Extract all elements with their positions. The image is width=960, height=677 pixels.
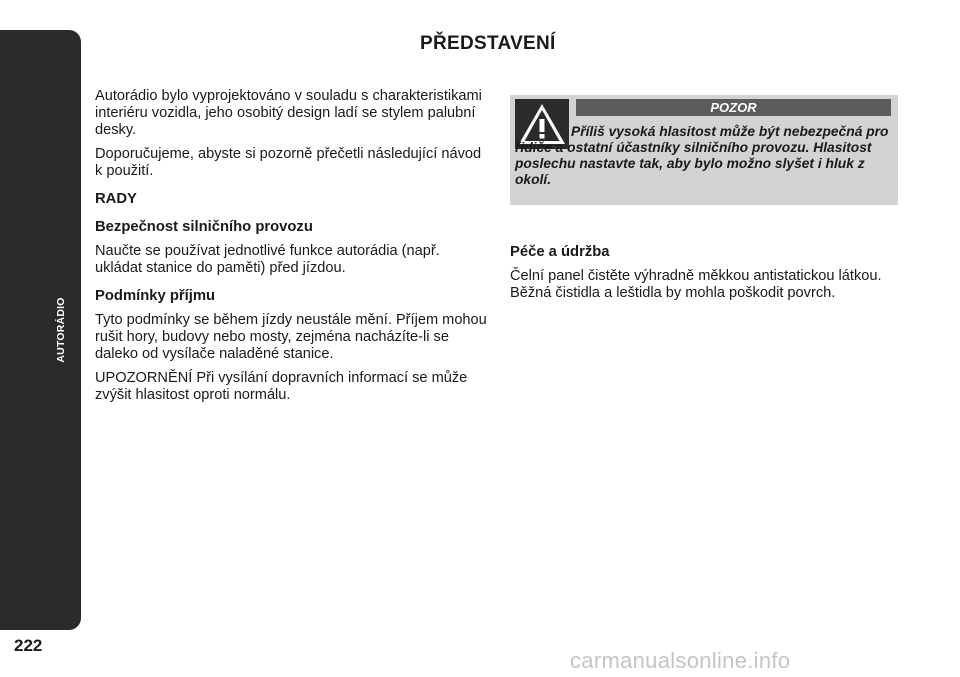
intro-paragraph-2: Doporučujeme, abyste si pozorně přečetli následující návod k použití. bbox=[95, 146, 482, 179]
warning-label: POZOR bbox=[576, 99, 891, 116]
page-number: 222 bbox=[14, 636, 43, 655]
side-tab bbox=[0, 30, 81, 630]
heading-road-safety: Bezpečnost silničního provozu bbox=[95, 219, 313, 235]
heading-reception: Podmínky příjmu bbox=[95, 288, 216, 304]
warning-text: Příliš vysoká hlasitost může být nebezpečná pro řidiče a ostatní účastníky silničního provozu. Hlasitost poslechu nastavte tak, aby bylo možno slyšet i hluk z okolí. bbox=[515, 124, 889, 187]
road-safety-text: Naučte se používat jednotlivé funkce autorádia (např. ukládat stanice do paměti) před jízdou. bbox=[95, 243, 440, 276]
warning-box bbox=[510, 95, 898, 205]
section-label: AUTORÁDIO bbox=[55, 297, 67, 363]
watermark: carmanualsonline.info bbox=[570, 648, 791, 673]
intro-paragraph-1: Autorádio bylo vyprojektováno v souladu s charakteristikami interiéru vozidla, jeho osobitý design ladí se stylem palubní desky. bbox=[95, 88, 482, 138]
left-column bbox=[95, 88, 490, 411]
right-column bbox=[510, 244, 902, 309]
page-title: PŘEDSTAVENÍ bbox=[420, 33, 556, 54]
care-text: Čelní panel čistěte výhradně měkkou antistatickou látkou. Běžná čistidla a leštidla by mohla poškodit povrch. bbox=[510, 268, 882, 301]
heading-tips: RADY bbox=[95, 191, 137, 207]
heading-care: Péče a údržba bbox=[510, 244, 610, 260]
traffic-info-note: UPOZORNĚNÍ Při vysílání dopravních informací se může zvýšit hlasitost oproti normálu. bbox=[95, 370, 468, 403]
reception-text: Tyto podmínky se během jízdy neustále mění. Příjem mohou rušit hory, budovy nebo mosty, zejména nacházíte-li se daleko od vysílače naladěné stanice. bbox=[95, 312, 487, 362]
